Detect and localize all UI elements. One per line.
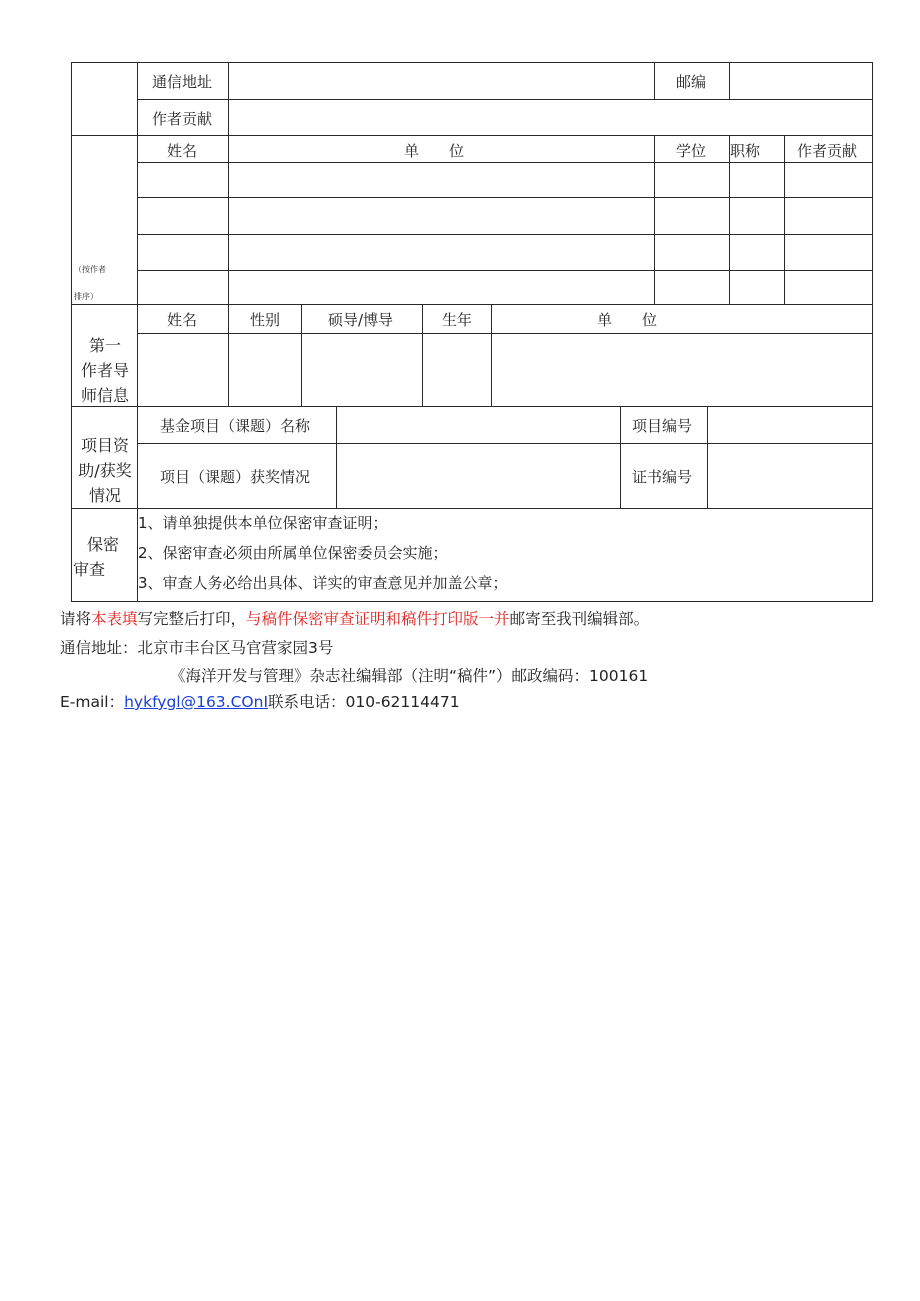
email-link[interactable]: hykfygl@163.COnI <box>124 693 269 711</box>
author-order-note-2: 排序） <box>74 292 98 301</box>
footer-notes <box>0 600 920 720</box>
contribution-label: 作者贡献 <box>152 110 213 128</box>
contact-line: E-mail：hykfygl@163.COnI联系电话：010-62114471 <box>60 693 460 711</box>
header-name: 姓名 <box>167 142 198 160</box>
advisor-section-label: 第一 作者导 师信息 <box>80 336 129 405</box>
award-label: 项目（课题）获奖情况 <box>160 468 311 486</box>
header-title: 职称 <box>730 142 761 160</box>
confidential-section-label: 保密 审查 <box>73 535 119 579</box>
address-label: 通信地址 <box>152 73 213 91</box>
funding-section-label: 项目资 助/获奖 情况 <box>78 436 132 505</box>
header-degree: 学位 <box>676 142 707 160</box>
advisor-header-supervisor-type: 硕导/博导 <box>328 311 394 329</box>
submission-form-table <box>0 0 920 610</box>
mailing-address: 通信地址：北京市丰台区马官营家园3号 <box>60 639 334 657</box>
advisor-header-unit: 单 位 <box>597 311 658 329</box>
postcode-label: 邮编 <box>676 73 707 91</box>
confidential-item: 3、审查人务必给出具体、详实的审查意见并加盖公章； <box>138 574 508 592</box>
certificate-number-label: 证书编号 <box>632 468 693 486</box>
header-unit: 单 位 <box>404 142 465 160</box>
recipient-line: 《海洋开发与管理》杂志社编辑部（注明“稿件”）邮政编码：100161 <box>170 667 649 685</box>
author-order-note-1: （按作者 <box>74 265 106 274</box>
fund-name-label: 基金项目（课题）名称 <box>160 417 311 435</box>
advisor-header-gender: 性别 <box>250 311 281 329</box>
mailing-instruction: 请将本表填写完整后打印，与稿件保密审查证明和稿件打印版一并邮寄至我刊编辑部。 <box>60 610 650 628</box>
project-number-label: 项目编号 <box>632 417 693 435</box>
header-contribution: 作者贡献 <box>797 142 858 160</box>
advisor-header-birth-year: 生年 <box>442 311 473 329</box>
confidential-item: 2、保密审查必须由所属单位保密委员会实施； <box>138 544 448 562</box>
advisor-header-name: 姓名 <box>167 311 198 329</box>
confidential-item: 1、请单独提供本单位保密审查证明； <box>138 514 388 532</box>
